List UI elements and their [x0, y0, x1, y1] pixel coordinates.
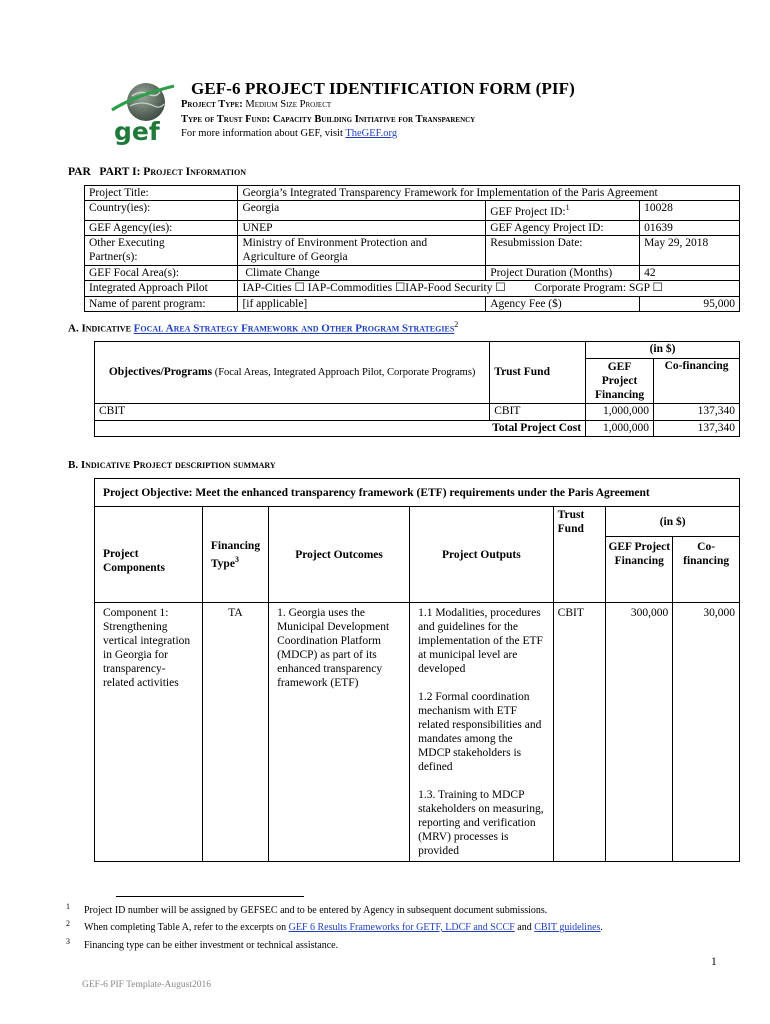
agency-fee-value: 95,000 [640, 296, 740, 311]
project-type-line: Project Type: Medium Size Project [181, 99, 332, 110]
footer-template-label: GEF-6 PIF Template-August2016 [82, 980, 211, 990]
focal-area-table: Objectives/Programs (Focal Areas, Integrated Approach Pilot, Corporate Programs) Trust Fund (in $) GEF Project Financing Co-financing CBIT CBIT 1,000,000 137,340 Total Project Cost 1,000,000 137,340 [94, 341, 740, 437]
country-value: Georgia [238, 201, 486, 220]
section-a-heading: A. Indicative Focal Area Strategy Framework and Other Program Strategies$^2$ [68, 320, 459, 335]
project-title-value: Georgia’s Integrated Transparency Framework for Implementation of the Paris Agreement [238, 186, 740, 201]
output-1-2: 1.2 Formal coordination mechanism with ETF related responsibilities and mandates among the MDCP stakeholders is defined [418, 691, 542, 773]
agency-project-id-value: 01639 [640, 220, 740, 235]
agency-value: UNEP [238, 220, 486, 235]
duration-value: 42 [640, 265, 740, 280]
more-info-line: For more information about GEF, visit TheGEF.org [181, 128, 398, 139]
iap-cities-checkbox[interactable]: ☐ [294, 282, 305, 295]
footnote-2: $^2$ When completing Table A, refer to the excerpts on GEF 6 Results Frameworks for GETF, LDCF and SCCF and CBIT guidelines. [66, 919, 603, 933]
form-title: GEF-6 PROJECT IDENTIFICATION FORM (PIF) [191, 79, 575, 98]
component-1: Component 1: Strengthening vertical integration in Georgia for transparency-related activities [95, 603, 203, 862]
output-1-3: 1.3. Training to MDCP stakeholders on measuring, reporting and verification (MRV) processes is provided [418, 789, 544, 857]
trust-fund-line: Type of Trust Fund: Capacity Building Initiative for Transparency [181, 114, 476, 125]
thegef-link[interactable]: TheGEF.org [345, 128, 398, 139]
project-objective: Project Objective: Meet the enhanced transparency framework (ETF) requirements under the Paris Agreement [95, 479, 740, 507]
project-description-table: Project Objective: Meet the enhanced transparency framework (ETF) requirements under the Paris Agreement Project Components Financing Type$^3$ Project Outcomes Project Outputs Trust Fund (in $) GEF Project Financing Co-financing Component 1: Strengthening vertical integration in Georgia for transparency-related activities TA 1. Georgia uses the Municipal Development Coordination Platform (MDCP) as part of its enhanced transparency framework (ETF) 1.1 Modalities, procedures and guidelines for the implementation of the ETF at municipal level are developed 1.2 Formal coordination mechanism with ETF related responsibilities and mandates among the MDCP stakeholders is defined 1.3. Training to MDCP stakeholders on measuring, reporting and verification (MRV) processes is provided CBIT 300,000 30,000 [94, 478, 740, 862]
project-title-label: Project Title: [85, 186, 238, 201]
focal-area-strategy-link[interactable]: Focal Area Strategy Framework and Other Program Strategies [133, 322, 455, 335]
iap-food-checkbox[interactable]: ☐ [495, 282, 506, 295]
focal-area-value: Climate Change [238, 265, 486, 280]
outcome-1: 1. Georgia uses the Municipal Development Coordination Platform (MDCP) as part of its enhanced transparency framework (ETF) [269, 603, 410, 862]
iap-commodities-checkbox[interactable]: ☐ [394, 282, 406, 295]
gef-logo [108, 80, 176, 146]
part1-heading: PAR PART I: Project Information [68, 166, 246, 178]
output-1-1: 1.1 Modalities, procedures and guidelines for the implementation of the ETF at municipal level are developed [418, 607, 543, 675]
sgp-checkbox[interactable]: ☐ [652, 282, 663, 295]
outputs-cell [410, 603, 554, 862]
section-b-heading: B. Indicative Project description summary [68, 459, 276, 471]
footnote-divider [116, 896, 304, 897]
resubmission-date-value: May 29, 2018 [640, 236, 740, 251]
total-project-cost-label: Total Project Cost [95, 420, 586, 437]
results-frameworks-link[interactable]: GEF 6 Results Frameworks for GETF, LDCF and SCCF [288, 922, 515, 933]
footnote-3: $^3$ Financing type can be either investment or technical assistance. [66, 937, 339, 951]
project-information-table: Project Title: Georgia’s Integrated Transparency Framework for Implementation of the Paris Agreement Country(ies): Georgia GEF Project ID:$^1$ 10028 GEF Agency(ies): UNEP GEF Agency Project ID: 01639 Other Executing Ministry of Environment Protection and Resubmission Date: May 29, 2018 Partner(s): Agriculture of Georgia GEF Focal Area(s): Climate Change Project Duration (Months) 42 Integrated Approach Pilot IAP-Cities ☐ IAP-Commodities ☐IAP-Food Security ☐ Corporate Program: SGP ☐ Name of parent program: [if applicable] Agency Fee ($) 95,000 [84, 185, 740, 312]
gef-project-id-value: 10028 [640, 201, 740, 220]
svg-text:gef: gef [114, 117, 160, 146]
cbit-guidelines-link[interactable]: CBIT guidelines [534, 922, 601, 933]
objective-cell: CBIT [95, 403, 490, 420]
footnote-1: $^1$ Project ID number will be assigned by GEFSEC and to be entered by Agency in subsequent document submissions. [66, 902, 548, 916]
page-number: 1 [711, 956, 717, 968]
